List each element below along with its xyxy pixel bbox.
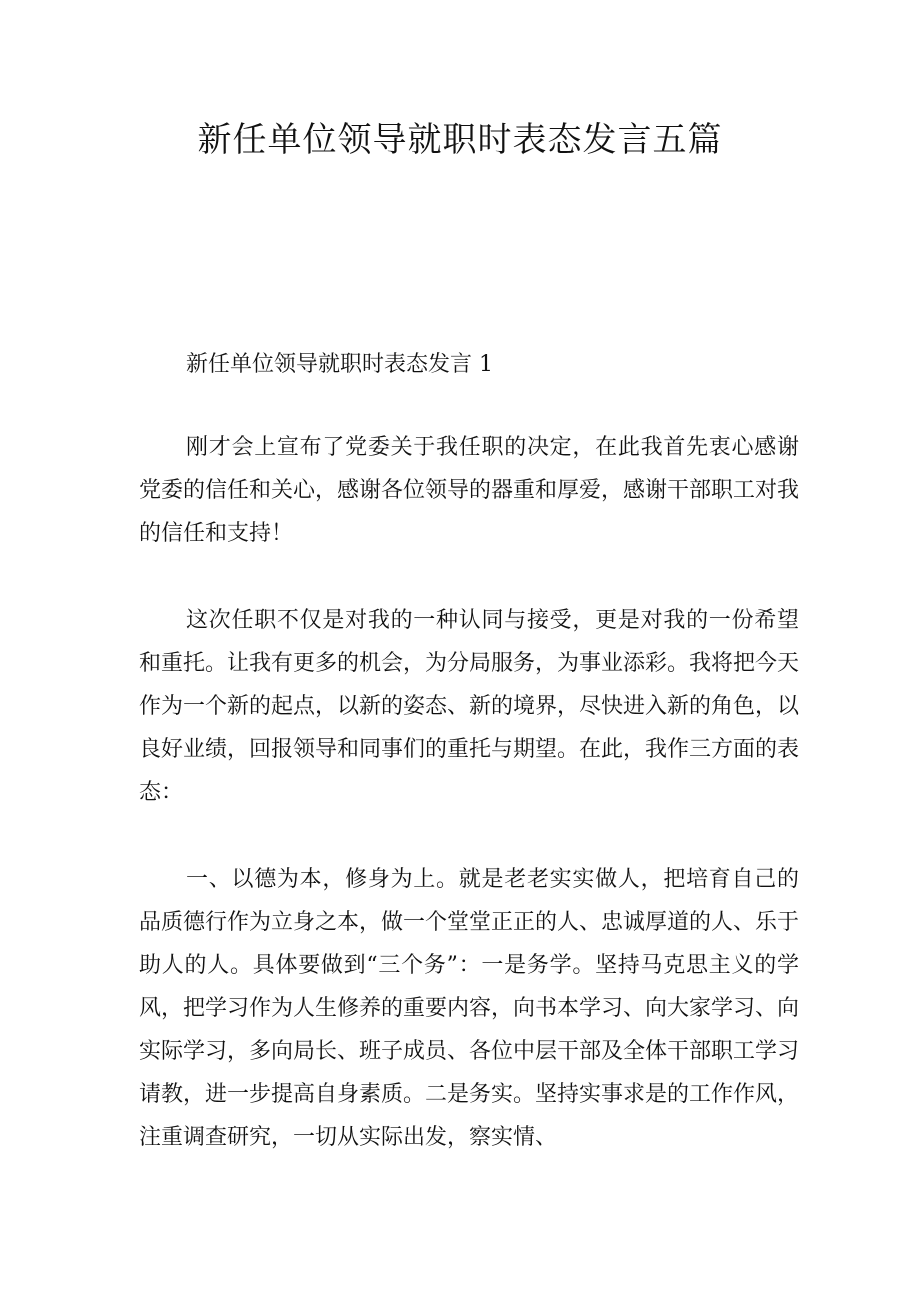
paragraph-1: 刚才会上宣布了党委关于我任职的决定，在此我首先衷心感谢党委的信任和关心，感谢各位领导的器重和厚爱，感谢干部职工对我的信任和支持！ xyxy=(139,435,800,546)
paragraph-3: 一、以德为本，修身为上。就是老老实实做人，把培育自己的品质德行作为立身之本，做一个堂堂正正的人、忠诚厚道的人、乐于助人的人。具体要做到“三个务”：一是务学。坚持马克思主义的学风，把学习作为人生修养的重要内容，向书本学习、向大家学习、向实际学习，多向局长、班子成员、各位中层干部及全体干部职工学习请教，进一步提高自身素质。二是务实。坚持实事求是的工作作风，注重调查研究，一切从实际出发，察实情、 xyxy=(139,867,800,1150)
paragraph-2: 这次任职不仅是对我的一种认同与接受，更是对我的一份希望和重托。让我有更多的机会，为分局服务，为事业添彩。我将把今天作为一个新的起点，以新的姿态、新的境界，尽快进入新的角色，以良好业绩，回报领导和同事们的重托与期望。在此，我作三方面的表态： xyxy=(139,608,800,805)
section-heading: 新任单位领导就职时表态发言 1 xyxy=(186,352,493,377)
document-title: 新任单位领导就职时表态发言五篇 xyxy=(197,120,723,160)
